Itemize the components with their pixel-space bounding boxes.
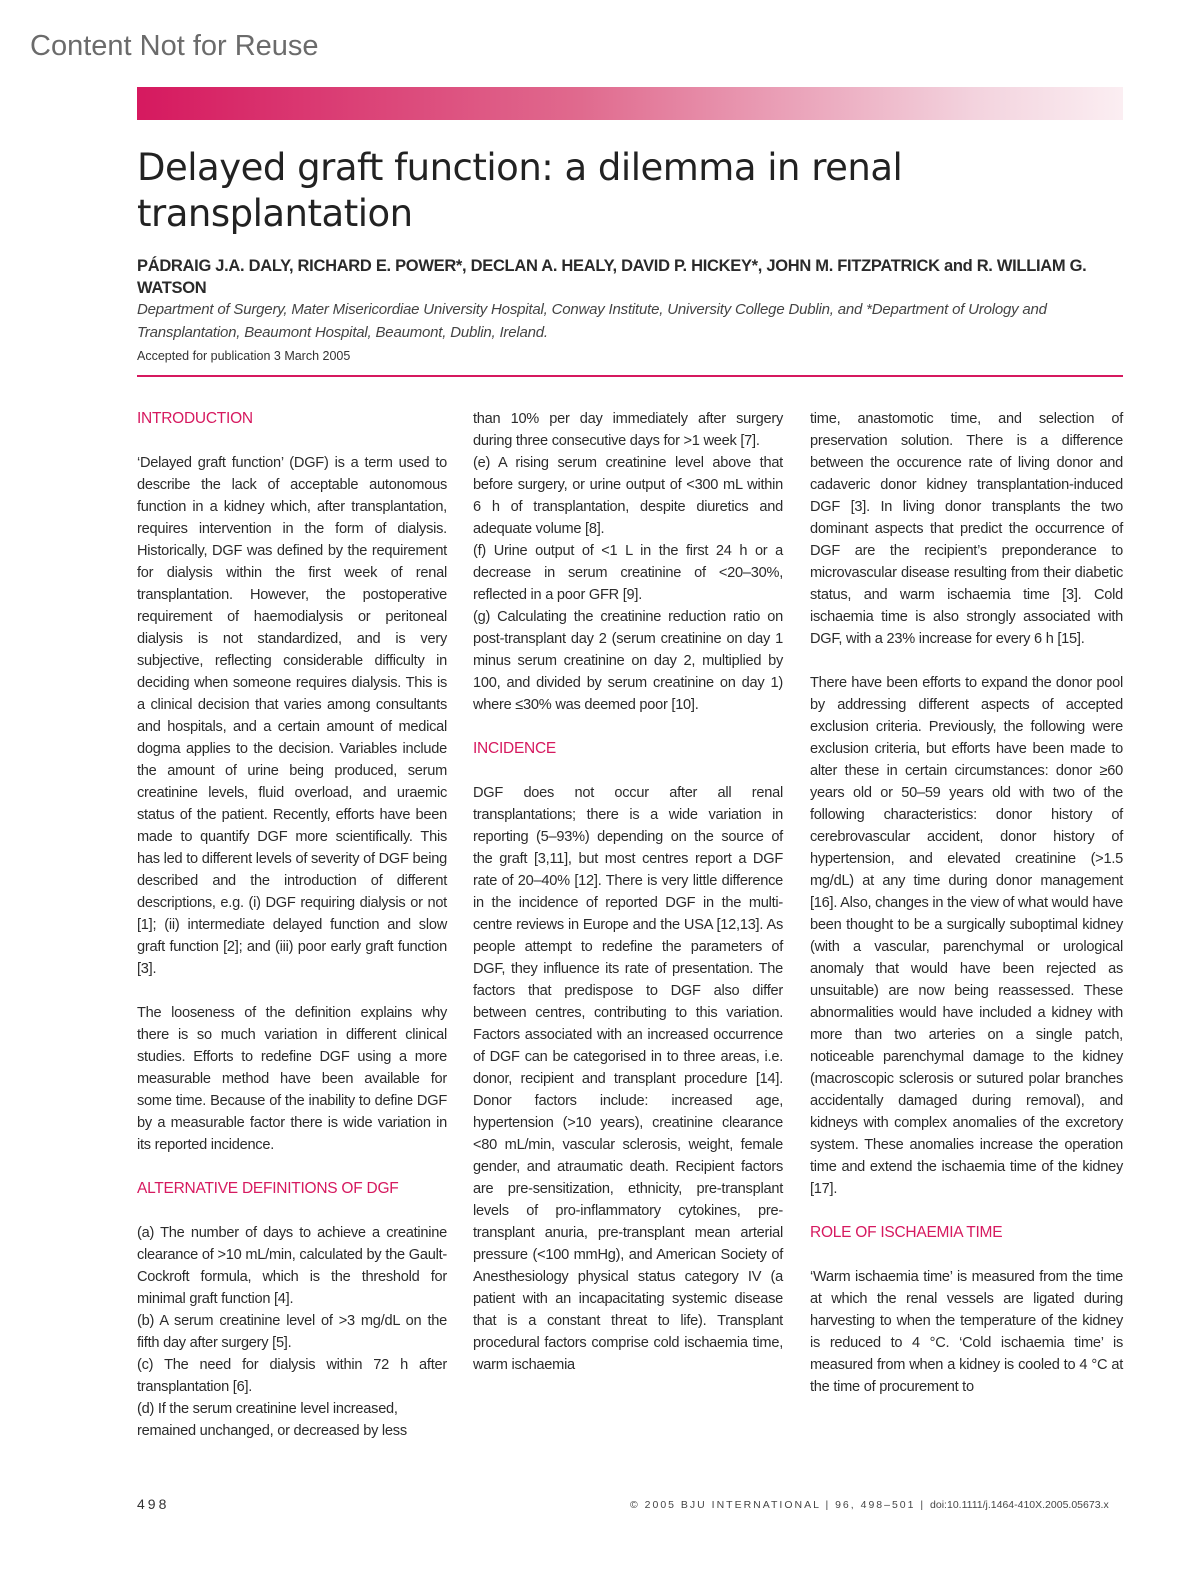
- accepted-date: Accepted for publication 3 March 2005: [137, 349, 351, 363]
- section-heading-introduction: INTRODUCTION: [137, 410, 253, 427]
- paragraph: There have been efforts to expand the donor pool by addressing different aspects of accepted exclusion criteria. Previously, the following were exclusion criteria, but efforts have been made to alter these in certain circumstances: donor ≥60 years old or 50–59 years old with two of the following characteristics: donor history of cerebrovascular accident, donor history of hypertension, and elevated creatinine (>1.5 mg/dL) at any time during donor management [16]. Also, changes in the view of what would have been thought to be a surgically suboptimal kidney (with a vascular, parenchymal or urological anomaly that would have been rejected as unsuitable) are now being reassessed. These abnormalities would have included a kidney with more than two arteries on a single patch, noticeable parenchymal damage to the kidney (macroscopic sclerosis or sutured polar branches accidentally damaged during removal), and kidneys with complex anomalies of the excretory system. These anomalies increase the operation time and extend the ischaemia time of the kidney [17].: [810, 675, 1123, 1197]
- column-2: [473, 408, 783, 1398]
- definition-d: (d) If the serum creatinine level increased, remained unchanged, or decreased by less: [137, 1401, 407, 1439]
- affiliation: Department of Surgery, Mater Misericordiae University Hospital, Conway Institute, University College Dublin, and *Department of Urology and Transplantation, Beaumont Hospital, Beaumont, Dublin, Ireland.: [137, 301, 1047, 341]
- header-color-bar: [137, 87, 1123, 120]
- section-heading-ischaemia-time: ROLE OF ISCHAEMIA TIME: [810, 1224, 1003, 1241]
- section-heading-incidence: INCIDENCE: [473, 740, 557, 757]
- doi: doi:10.1111/j.1464-410X.2005.05673.x: [930, 1499, 1109, 1511]
- authors: PÁDRAIG J.A. DALY, RICHARD E. POWER*, DECLAN A. HEALY, DAVID P. HICKEY*, JOHN M. FITZPATRICK and R. WILLIAM G. WATSON: [137, 257, 1087, 297]
- journal-footer: [630, 1499, 1109, 1511]
- definition-c: (c) The need for dialysis within 72 h after transplantation [6].: [137, 1357, 447, 1395]
- column-3: [810, 408, 1123, 1420]
- definition-a: (a) The number of days to achieve a creatinine clearance of >10 mL/min, calculated by the Gault-Cockroft formula, which is the threshold for minimal graft function [4].: [137, 1225, 447, 1307]
- paragraph: ‘Warm ischaemia time’ is measured from the time at which the renal vessels are ligated during harvesting to when the temperature of the kidney is reduced to 4 °C. ‘Cold ischaemia time’ is measured from when a kidney is cooled to 4 °C at the time of procurement to: [810, 1269, 1123, 1395]
- journal-citation: © 2005 BJU INTERNATIONAL | 96, 498–501 |: [630, 1499, 926, 1511]
- paragraph: ‘Delayed graft function’ (DGF) is a term used to describe the lack of acceptable autonomous function in a kidney which, after transplantation, requires intervention in the form of dialysis. Historically, DGF was defined by the requirement for dialysis within the first week of renal transplantation. However, the postoperative requirement of haemodialysis or peritoneal dialysis is not standardized, and is very subjective, reflecting considerable difficulty in deciding when someone requires dialysis. This is a clinical decision that varies among consultants and hospitals, and a certain amount of medical dogma applies to the decision. Variables include the amount of urine being produced, serum creatinine levels, fluid overload, and uraemic status of the patient. Recently, efforts have been made to quantify DGF more scientifically. This has led to different levels of severity of DGF being described and the introduction of different descriptions, e.g. (i) DGF requiring dialysis or not [1]; (ii) intermediate delayed function and slow graft function [2]; and (iii) poor early graft function [3].: [137, 455, 447, 977]
- definition-b: (b) A serum creatinine level of >3 mg/dL on the fifth day after surgery [5].: [137, 1313, 447, 1351]
- section-heading-alternative-definitions: ALTERNATIVE DEFINITIONS OF DGF: [137, 1180, 399, 1197]
- definition-e: (e) A rising serum creatinine level above that before surgery, or urine output of <300 mL within 6 h of transplantation, despite diuretics and adequate volume [8].: [473, 455, 783, 537]
- column-1: [137, 408, 447, 1442]
- paragraph: The looseness of the definition explains why there is so much variation in different clinical studies. Efforts to redefine DGF using a more measurable method have been available for some time. Because of the inability to define DGF by a measurable factor there is wide variation in its reported incidence.: [137, 1005, 447, 1153]
- definition-d-continued: than 10% per day immediately after surgery during three consecutive days for >1 week [7].: [473, 411, 783, 449]
- article-title: Delayed graft function: a dilemma in renal transplantation: [137, 146, 903, 235]
- header-rule: [137, 375, 1123, 377]
- definition-f: (f) Urine output of <1 L in the first 24 h or a decrease in serum creatinine of <20–30%, reflected in a poor GFR [9].: [473, 543, 783, 603]
- paragraph: time, anastomotic time, and selection of preservation solution. There is a difference between the occurence rate of living donor and cadaveric donor kidney transplantation-induced DGF [3]. In living donor transplants the two dominant aspects that predict the occurrence of DGF are the recipient’s preponderance to microvascular disease resulting from their diabetic status, and warm ischaemia time [3]. Cold ischaemia time is also strongly associated with DGF, with a 23% increase for every 6 h [15].: [810, 411, 1123, 647]
- paragraph: DGF does not occur after all renal transplantations; there is a wide variation in reporting (5–93%) depending on the source of the graft [3,11], but most centres report a DGF rate of 20–40% [12]. There is very little difference in the incidence of reported DGF in the multi-centre reviews in Europe and the USA [12,13]. As people attempt to redefine the parameters of DGF, they influence its rate of presentation. The factors that predispose to DGF also differ between centres, contributing to this variation. Factors associated with an increased occurrence of DGF can be categorised in to three areas, i.e. donor, recipient and transplant procedure [14]. Donor factors include: increased age, hypertension (>10 years), creatinine clearance <80 mL/min, vascular sclerosis, weight, female gender, and atraumatic death. Recipient factors are pre-sensitization, ethnicity, pre-transplant levels of pro-inflammatory cytokines, pre-transplant anuria, pre-transplant mean arterial pressure (<100 mmHg), and American Society of Anesthesiology physical status category IV (a patient with an incapacitating systemic disease that is a constant threat to life). Transplant procedural factors comprise cold ischaemia time, warm ischaemia: [473, 785, 783, 1373]
- page-number: 498: [137, 1496, 170, 1512]
- definition-g: (g) Calculating the creatinine reduction ratio on post-transplant day 2 (serum creatinine on day 1 minus serum creatinine on day 2, multiplied by 100, and divided by serum creatinine on day 1) where ≤30% was deemed poor [10].: [473, 609, 783, 713]
- watermark: Content Not for Reuse: [30, 30, 319, 62]
